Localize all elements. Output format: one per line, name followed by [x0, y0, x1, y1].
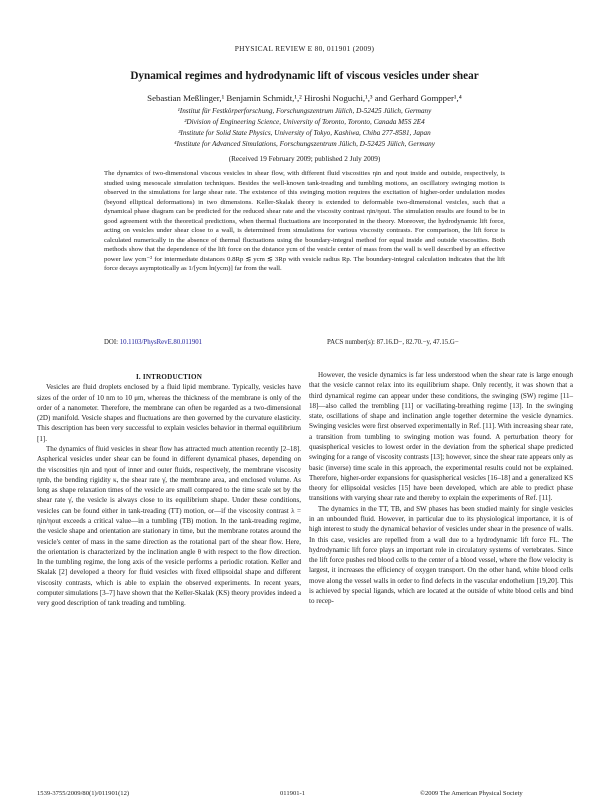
- left-paragraph: Vesicles are fluid droplets enclosed by a fluid lipid membrane. Typically, vesicles have sizes of the order of 10 nm to 10 μm, whereas the thickness of the membrane is only of the order of a nanometer. Therefore, the membrane can often be regarded as a two-dimensional (2D) manifold. Vesicle shapes and fluctuations are then governed by the curvature elasticity. This description has been very successful to explain vesicles behavior in thermal equilibrium [1].: [37, 383, 301, 443]
- paper-title: Dynamical regimes and hydrodynamic lift of viscous vesicles under shear: [130, 70, 479, 82]
- journal-header: PHYSICAL REVIEW E 80, 011901 (2009): [234, 44, 375, 53]
- author-list: Sebastian Meßlinger,¹ Benjamin Schmidt,¹,² Hiroshi Noguchi,¹,³ and Gerhard Gompper¹,⁴: [147, 93, 462, 103]
- section-heading: I. INTRODUCTION: [135, 373, 203, 381]
- footer-issn: 1539-3755/2009/80(1)/011901(12): [37, 790, 130, 797]
- right-column: [309, 370, 573, 606]
- right-paragraph: The dynamics in the TT, TB, and SW phases has been studied mainly for single vesicles in an unbounded fluid. However, in particular due to its physiological importance, it is of high interest to study the dynamical behavior of vesicles under shear in the presence of walls. In this case, vesicles are repelled from a wall due to a hydrodynamic lift force FL. The hydrodynamic lift force plays an important role in circulatory systems of vertebrates. Since the lift force pushes red blood cells to the center of a blood vessel, where the flow velocity is largest, it increases the efficiency of oxygen transport. On the other hand, white blood cells move along the vessel walls in order to find defects in the vascular endothelium [19,20]. This is achieved by special ligands, which are located at the outside of white blood cells and bind to recep-: [309, 504, 573, 606]
- affiliation-2: ²Division of Engineering Science, University of Toronto, Toronto, Canada M5S 2E4: [184, 118, 425, 126]
- abstract-text: The dynamics of two-dimensional viscous vesicles in shear flow, with different fluid viscosities ηin and ηout inside and outside, respectively, is studied using mesoscale simulation techniques. Besides the well-known tank-treading and tumbling motions, an oscillatory swinging motion is observed in the simulations for large shear rate. The existence of this swinging motion requires the excitation of higher-order undulation modes (beyond elliptical deformations) in two dimensions. Keller-Skalak theory is extended to deformable two-dimensional vesicles, such that a dynamical phase diagram can be predicted for the reduced shear rate and the viscosity contrast ηin/ηout. The simulation results are found to be in good agreement with the theoretical predictions, when thermal fluctuations are incorporated in the theory. Moreover, the hydrodynamic lift force, acting on vesicles under shear close to a wall, is determined from simulations for various viscosity contrasts. For comparison, the lift force is calculated numerically in the absence of thermal fluctuations using the boundary-integral method for equal inside and outside viscosities. Both methods show that the dependence of the lift force on the distance ycm of the vesicle center of mass from the wall is well described by an effective power law ycm⁻² for intermediate distances 0.8Rp ≲ ycm ≲ 3Rp with vesicle radius Rp. The boundary-integral calculation indicates that the lift force decays asymptotically as 1/[ycm ln(ycm)] far from the wall.: [104, 170, 505, 273]
- footer-copyright: ©2009 The American Physical Society: [420, 790, 523, 797]
- footer-page-number: 011901-1: [280, 790, 306, 797]
- affiliation-4: ⁴Institute for Advanced Simulations, Forschungszentrum Jülich, D-52425 Jülich, Germany: [174, 140, 435, 148]
- abstract: [104, 169, 505, 274]
- affiliation-1: ¹Institut für Festkörperforschung, Forschungszentrum Jülich, D-52425 Jülich, Germany: [177, 107, 432, 115]
- affiliation-3: ³Institute for Solid State Physics, University of Tokyo, Kashiwa, Chiba 277-8581, Japan: [178, 129, 431, 137]
- doi-link[interactable]: 10.1103/PhysRevE.80.011901: [119, 339, 203, 346]
- pacs-numbers: PACS number(s): 87.16.D−, 82.70.−y, 47.15.G−: [327, 339, 459, 346]
- left-paragraph: The dynamics of fluid vesicles in shear flow has attracted much attention recently [2–18]. Aspherical vesicles under shear can be found in different dynamical phases, depending on the viscosities ηin and ηout of inner and outer fluids, respectively, the membrane viscosity ηmb, the bending rigidity κ, the shear rate γ̇, the membrane area, and enclosed volume. As long as shape relaxation times of the vesicle are small compared to the time scale set by the shear rate γ̇, the vesicle is always close to its equilibrium shape. Under these conditions, vesicles can be found either in tank-treading (TT) motion, or—if the viscosity contrast λ = ηin/ηout exceeds a critical value—in a tumbling (TB) motion. In the tank-treading regime, the vesicle shape and orientation are stationary in time, but the membrane rotates around the vesicle's center of mass in the same direction as the rotational part of the shear flow. Here, the orientation is characterized by the inclination angle θ with respect to the flow direction. In the tumbling regime, the long axis of the vesicle performs a periodic rotation. Keller and Skalak [2] developed a theory for fluid vesicles with fixed ellipsoidal shape and different viscosity contrasts, which is able to explain the observed experiments. In recent years, computer simulations [3–7] have shown that the Keller-Skalak (KS) theory provides indeed a very good description of tank treading and tumbling.: [37, 444, 301, 608]
- left-column: [37, 372, 301, 608]
- doi-line: [104, 339, 202, 346]
- right-paragraph: However, the vesicle dynamics is far less understood when the shear rate is large enough that the vesicle cannot relax into its equilibrium shape. Only recently, it was shown that a third dynamical regime can appear under these conditions, the swinging (SW) regime [11–18]—also called the trembling [11] or vacillating-breathing regime [13]. In the swinging state, oscillations of shape and inclination angle together determine the vesicle dynamics. Swinging vesicles were first observed experimentally in Ref. [11]. With increasing shear rate, a transition from tumbling to swinging motion was found. A perturbation theory for quasispherical vesicles to lowest order in the deviation from the spherical shape predicted swinging for a range of viscosity contrasts [13]; however, since the shear rate appears only as basic (inverse) time scale in this approach, the experimental results could not be explained. Therefore, higher-order expansions for quasispherical vesicles [16–18] and a generalized KS theory for ellipsoidal vesicles [15] have been developed, which are able to predict phase transitions with varying shear rate and thereby to explain the experiments of Ref. [11].: [309, 371, 573, 503]
- received-dates: (Received 19 February 2009; published 2 July 2009): [228, 155, 381, 163]
- doi-label: DOI:: [104, 339, 118, 346]
